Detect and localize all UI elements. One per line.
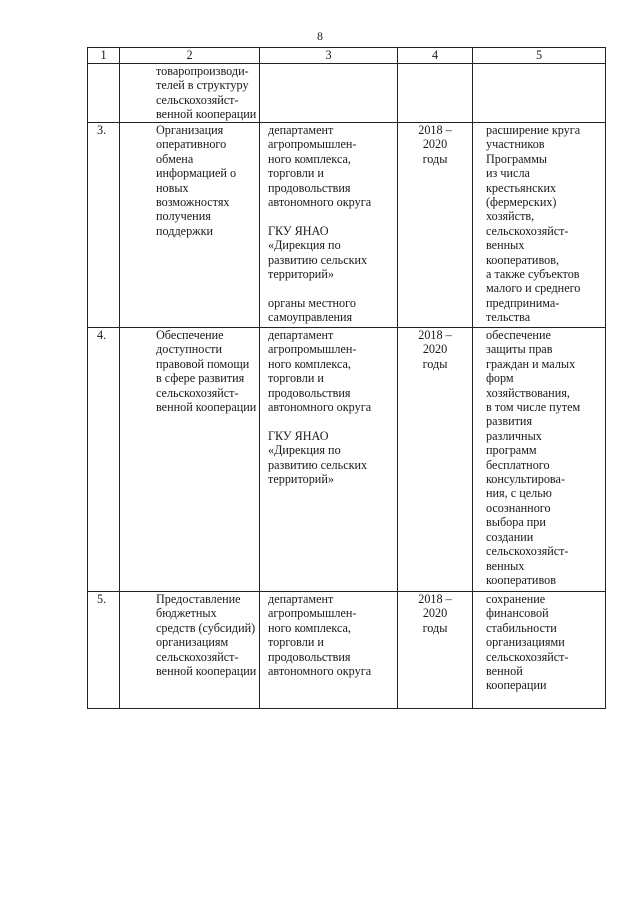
text-line: органы местного [268, 295, 356, 310]
text-line: агропромышлен- [268, 606, 357, 621]
text-line: участников [486, 137, 545, 152]
row-number [88, 592, 120, 709]
table-row [88, 328, 606, 592]
text-line: 2018 – [418, 592, 452, 606]
row-number [88, 328, 120, 592]
text-line: в сфере развития [156, 371, 245, 386]
continuation-row [88, 64, 606, 123]
text-line: сельскохозяйст- [156, 92, 239, 107]
text-line: Предоставление [156, 592, 241, 606]
text-line: граждан и малых [486, 356, 576, 371]
text-line: продовольствия [268, 649, 351, 664]
text-line: бесплатного [486, 457, 550, 472]
text-line: автономного округа [268, 400, 372, 415]
text-line: венной кооперации [156, 107, 257, 122]
header-col-4: 4 [398, 48, 473, 64]
text-line: торговли и [268, 635, 324, 650]
header-col-5: 5 [473, 48, 606, 64]
text-line: ГКУ ЯНАО [268, 223, 329, 238]
text-line: венной кооперации [156, 664, 257, 679]
text-line: сельскохозяйст- [156, 385, 239, 400]
executor-cell [260, 123, 398, 328]
text-line: ния, с целью [486, 486, 552, 501]
text-line: правовой помощи [156, 356, 250, 371]
text-line: агропромышлен- [268, 137, 357, 152]
text-line: торговли и [268, 371, 324, 386]
text-line: доступности [156, 342, 222, 357]
text-line: различных [486, 428, 542, 443]
text-line: ГКУ ЯНАО [268, 428, 329, 443]
text-line: годы [422, 620, 448, 635]
text-line: самоуправления [268, 310, 353, 325]
executor-cell [260, 592, 398, 709]
text-line: стабильности [486, 620, 557, 635]
text-line: предпринима- [486, 295, 560, 310]
text-line: кооперации [486, 678, 547, 693]
text-line: Программы [486, 151, 548, 166]
text-line: 2020 [422, 606, 448, 621]
text-line: 2018 – [418, 328, 452, 342]
spacer [268, 281, 397, 295]
text-line: а также субъектов [486, 267, 580, 282]
result-cell [473, 123, 606, 328]
text-line: Организация [156, 123, 224, 137]
text-line: защиты прав [486, 342, 553, 357]
measure-cell [120, 123, 260, 328]
text-line: автономного округа [268, 195, 372, 210]
text-line: сохранение [486, 592, 546, 606]
text-line: товаропроизводи- [156, 64, 249, 78]
text-line: департамент [268, 123, 334, 137]
text-line: сельскохозяйст- [486, 544, 569, 559]
text-line: создании [486, 529, 534, 544]
text-line: возможностях [156, 195, 230, 210]
text-line: продовольствия [268, 180, 351, 195]
spacer [268, 414, 397, 428]
text-line: 3. [97, 123, 107, 137]
header-col-2: 2 [120, 48, 260, 64]
text-line: обмена [156, 151, 194, 166]
text-line: малого и среднего [486, 281, 581, 296]
text-line: 4. [97, 328, 107, 342]
text-line: бюджетных [156, 606, 217, 621]
result-cell [473, 592, 606, 709]
text-line: в том числе путем [486, 400, 581, 415]
text-line: сельскохозяйст- [486, 223, 569, 238]
period-cell [398, 592, 473, 709]
text-line: венной кооперации [156, 400, 257, 415]
text-line: венных [486, 558, 525, 573]
continuation-num-cell [88, 64, 120, 123]
text-line: финансовой [486, 606, 549, 621]
measures-table [87, 47, 606, 709]
text-line: продовольствия [268, 385, 351, 400]
text-line: программ [486, 443, 537, 458]
period-cell [398, 328, 473, 592]
text-line: венной [486, 664, 523, 679]
row-number [88, 123, 120, 328]
text-line: новых [156, 180, 189, 195]
continuation-measure-cell [120, 64, 260, 123]
text-line: расширение круга [486, 123, 581, 137]
text-line: департамент [268, 328, 334, 342]
text-line: кооперативов [486, 572, 556, 587]
table-row [88, 592, 606, 709]
text-line: 2020 [422, 342, 448, 357]
text-line: осознанного [486, 500, 551, 515]
text-line: оперативного [156, 137, 227, 152]
text-line: сельскохозяйст- [156, 649, 239, 664]
table-row [88, 123, 606, 328]
text-line: территорий» [268, 267, 334, 282]
text-line: получения [156, 209, 211, 224]
text-line: (фермерских) [486, 195, 557, 210]
text-line: хозяйствования, [486, 385, 570, 400]
text-line: 2020 [422, 137, 448, 152]
text-line: организациями [486, 635, 565, 650]
measure-cell [120, 328, 260, 592]
text-line: 5. [97, 592, 107, 606]
header-col-1: 1 [88, 48, 120, 64]
text-line: телей в структуру [156, 78, 249, 93]
text-line: сельскохозяйст- [486, 649, 569, 664]
header-col-3: 3 [260, 48, 398, 64]
text-line: «Дирекция по [268, 443, 341, 458]
continuation-period-cell [398, 64, 473, 123]
text-line: департамент [268, 592, 334, 606]
text-line: 2018 – [418, 123, 452, 137]
text-line: форм [486, 371, 514, 386]
measure-cell [120, 592, 260, 709]
text-line: поддержки [156, 223, 214, 238]
text-line: хозяйств, [486, 209, 535, 224]
header-row [88, 48, 606, 64]
period-cell [398, 123, 473, 328]
result-cell [473, 328, 606, 592]
text-line: выбора при [486, 515, 546, 530]
text-line: ного комплекса, [268, 620, 351, 635]
text-line: годы [422, 356, 448, 371]
executor-cell [260, 328, 398, 592]
text-line: территорий» [268, 472, 334, 487]
text-line: Обеспечение [156, 328, 224, 342]
text-line: развитию сельских [268, 252, 368, 267]
text-line: автономного округа [268, 664, 372, 679]
text-line: агропромышлен- [268, 342, 357, 357]
page-number: 8 [317, 29, 323, 43]
text-line: годы [422, 151, 448, 166]
text-line: торговли и [268, 166, 324, 181]
text-line: кооперативов, [486, 252, 560, 267]
text-line: «Дирекция по [268, 238, 341, 253]
text-line: развития [486, 414, 533, 429]
spacer [268, 209, 397, 223]
text-line: из числа [486, 166, 530, 181]
text-line: венных [486, 238, 525, 253]
text-line: организациям [156, 635, 229, 650]
text-line: развитию сельских [268, 457, 368, 472]
continuation-executor-cell [260, 64, 398, 123]
text-line: консультирова- [486, 472, 565, 487]
text-line: крестьянских [486, 180, 557, 195]
text-line: ного комплекса, [268, 151, 351, 166]
text-line: тельства [486, 310, 531, 325]
text-line: информацией о [156, 166, 237, 181]
text-line: средств (субсидий) [156, 620, 256, 635]
continuation-result-cell [473, 64, 606, 123]
text-line: обеспечение [486, 328, 551, 342]
text-line: ного комплекса, [268, 356, 351, 371]
